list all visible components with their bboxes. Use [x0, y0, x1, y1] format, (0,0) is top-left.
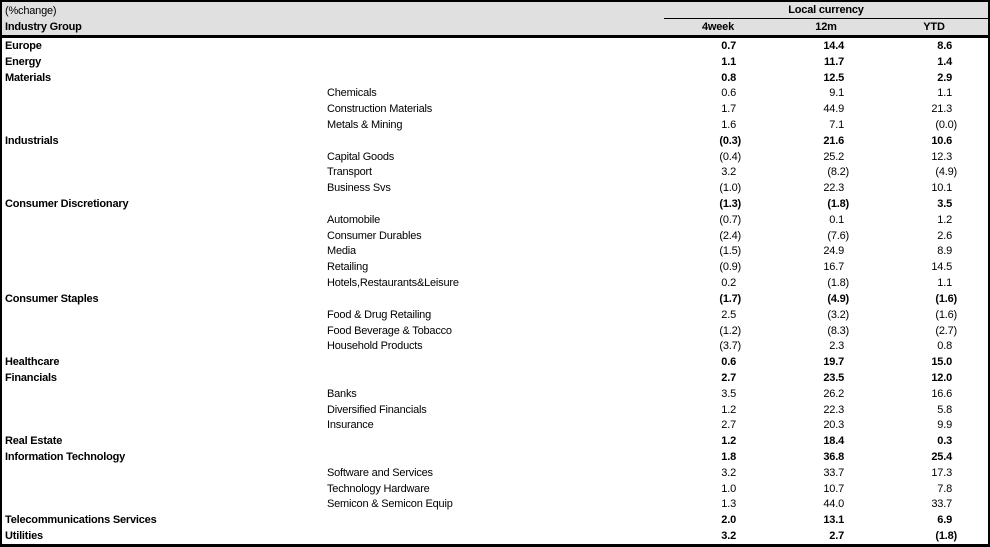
- percent-change-label: (%change): [5, 4, 57, 17]
- table-row: [2, 291, 988, 307]
- row-value: 7.1: [829, 118, 844, 131]
- row-label: Food Beverage & Tobacco: [327, 324, 452, 337]
- row-value: 25.4: [931, 451, 952, 464]
- row-value: 14.4: [823, 39, 844, 52]
- row-label: Healthcare: [5, 356, 60, 369]
- row-label: Transport: [327, 166, 372, 179]
- row-value: 1.1: [937, 87, 952, 100]
- table-row: [2, 481, 988, 497]
- table-row: [2, 323, 988, 339]
- row-value: 1.6: [721, 118, 736, 131]
- row-value: 10.1: [931, 182, 952, 195]
- row-value: 26.2: [823, 387, 844, 400]
- row-value: 5.8: [937, 403, 952, 416]
- column-header-ytd: YTD: [923, 21, 945, 33]
- row-value: 1.4: [937, 55, 952, 68]
- table-row: [2, 465, 988, 481]
- row-value: 1.2: [721, 435, 736, 448]
- row-value: 10.6: [931, 134, 952, 147]
- row-value: (1.8): [827, 277, 849, 290]
- row-value: (1.7): [719, 292, 741, 305]
- table-row: [2, 386, 988, 402]
- row-label: Metals & Mining: [327, 118, 403, 131]
- row-label: Information Technology: [5, 451, 126, 464]
- table-row: [2, 497, 988, 513]
- row-value: 1.3: [721, 498, 736, 511]
- row-value: 12.3: [931, 150, 952, 163]
- table-row: [2, 449, 988, 465]
- row-value: 33.7: [931, 498, 952, 511]
- table-row: [2, 259, 988, 275]
- row-value: (3.7): [719, 340, 741, 353]
- row-value: 3.2: [721, 466, 736, 479]
- row-value: 2.6: [937, 229, 952, 242]
- table-row: [2, 228, 988, 244]
- row-label: Household Products: [327, 340, 423, 353]
- row-value: 0.6: [721, 87, 736, 100]
- row-value: 20.3: [823, 419, 844, 432]
- table-row: [2, 85, 988, 101]
- table-row: [2, 149, 988, 165]
- row-value: 1.2: [721, 403, 736, 416]
- row-value: 3.5: [721, 387, 736, 400]
- table-row: [2, 212, 988, 228]
- row-value: (0.0): [935, 118, 957, 131]
- industry-group-column-header: Industry Group: [5, 21, 82, 33]
- table-row: [2, 38, 988, 54]
- row-label: Europe: [5, 39, 42, 52]
- table-row: [2, 370, 988, 386]
- row-value: (1.6): [935, 292, 957, 305]
- row-label: Construction Materials: [327, 103, 433, 116]
- row-value: (1.2): [719, 324, 741, 337]
- row-label: Consumer Staples: [5, 292, 99, 305]
- row-value: 12.5: [823, 71, 844, 84]
- row-value: 2.7: [721, 371, 736, 384]
- row-value: 0.1: [829, 213, 844, 226]
- table-row: [2, 528, 988, 544]
- table-body: [2, 38, 988, 544]
- table-row: [2, 307, 988, 323]
- column-header-12m: 12m: [815, 21, 837, 33]
- row-value: 21.3: [931, 103, 952, 116]
- row-value: (1.6): [935, 308, 957, 321]
- row-value: 11.7: [823, 55, 844, 68]
- row-value: 2.9: [937, 71, 952, 84]
- row-value: 1.8: [721, 451, 736, 464]
- row-label: Materials: [5, 71, 51, 84]
- row-value: 44.0: [823, 498, 844, 511]
- table-row: [2, 117, 988, 133]
- table-row: [2, 275, 988, 291]
- row-value: (4.9): [935, 166, 957, 179]
- row-value: (1.8): [935, 530, 957, 543]
- row-value: (2.7): [935, 324, 957, 337]
- header-columns-row: [2, 19, 988, 35]
- row-value: 10.7: [823, 482, 844, 495]
- row-value: (2.4): [719, 229, 741, 242]
- row-value: 0.8: [721, 71, 736, 84]
- row-label: Consumer Durables: [327, 229, 422, 242]
- row-value: 22.3: [823, 403, 844, 416]
- row-label: Consumer Discretionary: [5, 198, 129, 211]
- table-row: [2, 338, 988, 354]
- row-value: (1.3): [719, 198, 741, 211]
- row-value: (4.9): [827, 292, 849, 305]
- row-label: Software and Services: [327, 466, 433, 479]
- row-label: Chemicals: [327, 87, 377, 100]
- row-label: Business Svs: [327, 182, 391, 195]
- table-row: [2, 70, 988, 86]
- table-row: [2, 402, 988, 418]
- row-value: 22.3: [823, 182, 844, 195]
- row-value: 1.7: [721, 103, 736, 116]
- row-value: (8.2): [827, 166, 849, 179]
- column-header-4week: 4week: [701, 21, 735, 33]
- row-value: 17.3: [931, 466, 952, 479]
- row-value: 44.9: [823, 103, 844, 116]
- row-label: Utilities: [5, 530, 43, 543]
- table-row: [2, 196, 988, 212]
- row-value: 15.0: [931, 356, 952, 369]
- row-label: Hotels,Restaurants&Leisure: [327, 277, 459, 290]
- row-value: 23.5: [823, 371, 844, 384]
- row-value: 9.1: [829, 87, 844, 100]
- row-value: 2.5: [721, 308, 736, 321]
- table-row: [2, 133, 988, 149]
- row-label: Energy: [5, 55, 42, 68]
- table-row: [2, 512, 988, 528]
- row-value: 3.2: [721, 166, 736, 179]
- row-value: 16.7: [823, 261, 844, 274]
- row-value: (1.8): [827, 198, 849, 211]
- row-label: Insurance: [327, 419, 374, 432]
- row-value: 12.0: [931, 371, 952, 384]
- row-value: (0.9): [719, 261, 741, 274]
- header-top-row: [2, 2, 988, 19]
- row-value: 6.9: [937, 514, 952, 527]
- row-value: (7.6): [827, 229, 849, 242]
- row-value: (0.7): [719, 213, 741, 226]
- table-row: [2, 101, 988, 117]
- row-label: Capital Goods: [327, 150, 395, 163]
- row-value: 0.2: [721, 277, 736, 290]
- row-label: Diversified Financials: [327, 403, 427, 416]
- table-row: [2, 180, 988, 196]
- row-value: (1.5): [719, 245, 741, 258]
- row-label: Industrials: [5, 134, 59, 147]
- row-value: 3.2: [721, 530, 736, 543]
- row-value: 8.6: [937, 39, 952, 52]
- row-value: 2.3: [829, 340, 844, 353]
- row-value: 1.1: [937, 277, 952, 290]
- row-value: 2.0: [721, 514, 736, 527]
- row-label: Automobile: [327, 213, 381, 226]
- table-header: [2, 2, 988, 38]
- row-value: 13.1: [823, 514, 844, 527]
- table-row: [2, 354, 988, 370]
- table-row: [2, 244, 988, 260]
- row-value: 0.6: [721, 356, 736, 369]
- row-label: Media: [327, 245, 356, 258]
- table-row: [2, 433, 988, 449]
- row-label: Banks: [327, 387, 357, 400]
- row-label: Food & Drug Retailing: [327, 308, 432, 321]
- table-row: [2, 418, 988, 434]
- table-row: [2, 165, 988, 181]
- row-value: 3.5: [937, 198, 952, 211]
- row-label: Semicon & Semicon Equip: [327, 498, 453, 511]
- row-value: 0.3: [937, 435, 952, 448]
- row-value: 1.1: [721, 55, 736, 68]
- row-value: 36.8: [823, 451, 844, 464]
- row-value: 1.2: [937, 213, 952, 226]
- row-label: Telecommunications Services: [5, 514, 157, 527]
- row-value: 0.7: [721, 39, 736, 52]
- row-value: 9.9: [937, 419, 952, 432]
- row-value: (0.3): [719, 134, 741, 147]
- row-value: 7.8: [937, 482, 952, 495]
- local-currency-span-header: Local currency: [664, 2, 988, 19]
- row-value: 2.7: [721, 419, 736, 432]
- row-value: 19.7: [823, 356, 844, 369]
- row-value: 25.2: [823, 150, 844, 163]
- row-label: Retailing: [327, 261, 369, 274]
- table-row: [2, 54, 988, 70]
- row-value: 33.7: [823, 466, 844, 479]
- row-value: 21.6: [823, 134, 844, 147]
- row-value: 24.9: [823, 245, 844, 258]
- row-value: 14.5: [931, 261, 952, 274]
- row-label: Financials: [5, 371, 57, 384]
- row-label: Technology Hardware: [327, 482, 430, 495]
- row-value: (8.3): [827, 324, 849, 337]
- row-value: 18.4: [823, 435, 844, 448]
- row-value: 0.8: [937, 340, 952, 353]
- row-label: Real Estate: [5, 435, 63, 448]
- row-value: (1.0): [719, 182, 741, 195]
- row-value: 16.6: [931, 387, 952, 400]
- row-value: 1.0: [721, 482, 736, 495]
- row-value: 8.9: [937, 245, 952, 258]
- row-value: (0.4): [719, 150, 741, 163]
- row-value: 2.7: [829, 530, 844, 543]
- row-value: (3.2): [827, 308, 849, 321]
